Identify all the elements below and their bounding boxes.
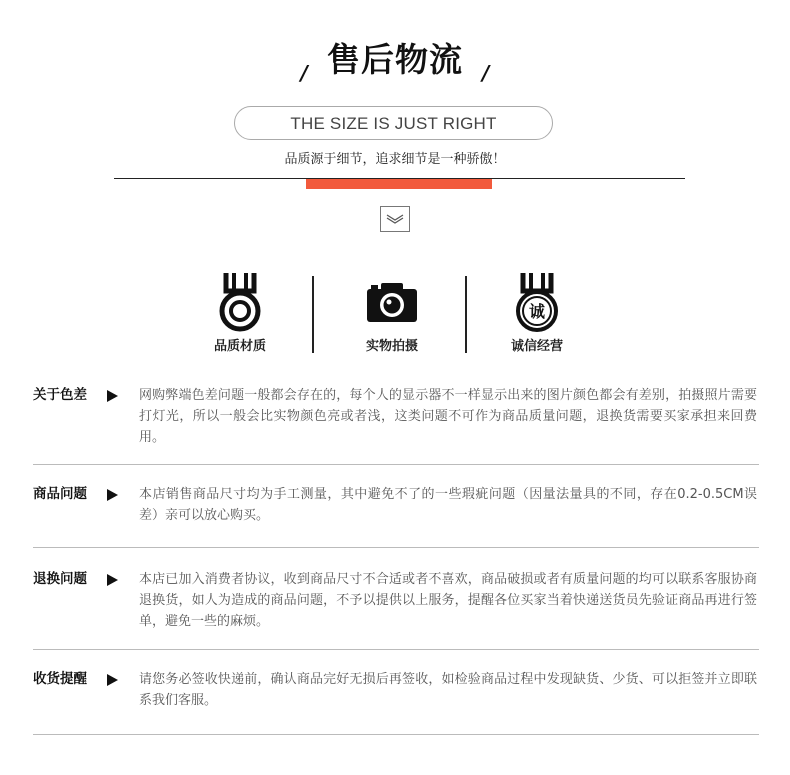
camera-icon — [342, 270, 442, 334]
section-text: 本店销售商品尺寸均为手工测量，其中避免不了的一些瑕疵问题（因量法量具的不同，存在0.2-0.5CM误差）亲可以放心购买。 — [139, 487, 757, 523]
section-title: 商品问题 — [33, 486, 87, 502]
feature-label: 品质材质 — [213, 339, 266, 354]
integrity-medal-icon — [487, 270, 587, 334]
section-divider — [33, 464, 759, 465]
section-title: 收货提醒 — [33, 671, 87, 687]
accent-bar — [306, 179, 492, 189]
section-text: 网购弊端色差问题一般都会存在的，每个人的显示器不一样显示出来的图片颜色都会有差别，拍摄照片需要打灯光，所以一般会比实物颜色亮或者浅，这类问题不可作为商品质量问题，退换货需要买家承担来回费用。 — [139, 388, 757, 445]
triangle-right-icon — [107, 489, 118, 501]
section-text: 本店已加入消费者协议，收到商品尺寸不合适或者不喜欢，商品破损或者有质量问题的均可以联系客服协商退换货，如人为造成的商品问题，不予以提供以上服务，提醒各位买家当着快递送货员先验证商品再进行签单，避免一些的麻烦。 — [139, 572, 757, 629]
section-divider — [33, 649, 759, 650]
triangle-right-icon — [107, 674, 118, 686]
chevron-down-icon — [385, 212, 405, 226]
triangle-right-icon — [107, 390, 118, 402]
slash-left: / — [300, 60, 308, 85]
page-title: 售后物流 — [327, 40, 463, 79]
section-title: 退换问题 — [33, 571, 87, 587]
feature-photo — [342, 270, 442, 356]
triangle-right-icon — [107, 574, 118, 586]
section-divider — [33, 734, 759, 735]
feature-label: 诚信经营 — [510, 339, 563, 354]
scroll-down-button[interactable] — [380, 206, 410, 232]
feature-label: 实物拍摄 — [365, 339, 418, 354]
svg-text:诚: 诚 — [528, 302, 546, 321]
medal-icon — [190, 270, 290, 334]
slash-right: / — [482, 60, 490, 85]
section-heading — [0, 38, 790, 85]
section-title: 关于色差 — [33, 387, 87, 403]
feature-divider — [312, 276, 314, 353]
size-pill: THE SIZE IS JUST RIGHT — [234, 106, 553, 140]
feature-divider — [465, 276, 467, 353]
feature-quality — [190, 270, 290, 356]
section-divider — [33, 547, 759, 548]
feature-integrity — [487, 270, 587, 356]
section-text: 请您务必签收快递前，确认商品完好无损后再签收，如检验商品过程中发现缺货、少货、可以拒签并立即联系我们客服。 — [139, 672, 757, 708]
subtitle: 品质源于细节，追求细节是一种骄傲！ — [284, 152, 506, 167]
